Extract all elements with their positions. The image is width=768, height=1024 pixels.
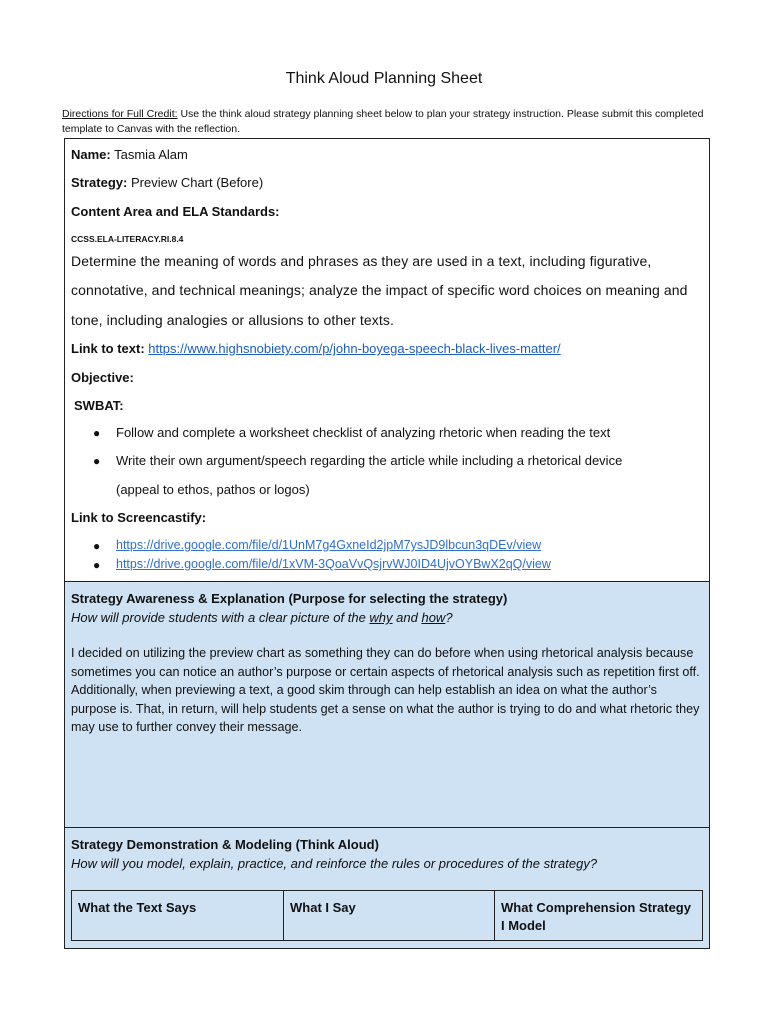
- directions-text: Use the think aloud strategy planning sheet below to plan your strategy instruction. Please submit this completed template to Canvas with the reflection.: [62, 108, 704, 135]
- directions-label: Directions for Full Credit:: [62, 108, 178, 120]
- standard-line: tone, including analogies or allusions to other texts.: [71, 312, 394, 328]
- awareness-subheading-and: and: [392, 610, 422, 625]
- screencastify-link[interactable]: https://drive.google.com/file/d/1xVM-3QoaVvQsjrvWJ0ID4UjvOYBwX2qQ/view: [116, 557, 551, 571]
- bullet-icon: ●: [93, 539, 101, 553]
- objective-item: Write their own argument/speech regarding the article while including a rhetorical device: [116, 453, 623, 468]
- content-area-label: Content Area and ELA Standards:: [71, 204, 280, 219]
- swbat-label: SWBAT:: [74, 398, 124, 413]
- screencastify-line: [71, 510, 206, 525]
- page-title: Think Aloud Planning Sheet: [285, 70, 483, 87]
- strategy-value: Preview Chart (Before): [127, 175, 264, 190]
- strategy-demonstration-section: [65, 828, 709, 948]
- standard-code: CCSS.ELA-LITERACY.RI.8.4: [71, 234, 184, 244]
- name-line: [71, 147, 188, 162]
- objective-label: Objective:: [71, 370, 134, 385]
- swbat-line: [74, 398, 124, 413]
- name-value: Tasmia Alam: [110, 147, 188, 162]
- think-aloud-table: [71, 890, 703, 941]
- screencastify-link-item: [116, 537, 541, 552]
- link-to-text-line: [71, 341, 561, 356]
- content-area-line: [71, 204, 280, 219]
- demonstration-heading: Strategy Demonstration & Modeling (Think Aloud): [71, 837, 379, 852]
- screencastify-label: Link to Screencastify:: [71, 510, 207, 525]
- awareness-subheading-why: why: [369, 610, 393, 625]
- strategy-label: Strategy:: [71, 175, 128, 190]
- awareness-subheading-text: How will provide students with a clear picture of the: [71, 610, 370, 625]
- objective-item-continued: (appeal to ethos, pathos or logos): [116, 482, 310, 497]
- info-section: [65, 139, 709, 582]
- text-link[interactable]: https://www.highsnobiety.com/p/john-boyega-speech-black-lives-matter/: [148, 341, 561, 356]
- awareness-subheading-end: ?: [445, 610, 453, 625]
- screencastify-link[interactable]: https://drive.google.com/file/d/1UnM7g4GxneId2jpM7ysJD9lbcun3qDEv/view: [116, 538, 542, 552]
- planning-sheet: [64, 138, 710, 949]
- table-header-strategy-model: What Comprehension Strategy I Model: [494, 891, 702, 940]
- objective-item: Follow and complete a worksheet checklist of analyzing rhetoric when reading the text: [116, 425, 611, 440]
- name-label: Name:: [71, 147, 111, 162]
- awareness-body: I decided on utilizing the preview chart as something they can do before when using rhetorical analysis because sometimes you can notice an author’s purpose or certain aspects of rhetorical analysis such as repetition first off. Additionally, when previewing a text, a good skim through can help establish an idea on what the author’s purpose is. That, in return, will help students get a sense on what the author is trying to do and what rhetoric they may use to further convey their message.: [71, 646, 700, 734]
- standard-line: Determine the meaning of words and phrases as they are used in a text, including figurative,: [71, 253, 652, 269]
- demonstration-subheading: How will you model, explain, practice, and reinforce the rules or procedures of the strategy?: [71, 856, 598, 871]
- awareness-heading: Strategy Awareness & Explanation (Purpose for selecting the strategy): [71, 591, 508, 606]
- objective-line: [71, 370, 134, 385]
- bullet-icon: ●: [93, 454, 101, 468]
- bullet-icon: ●: [93, 426, 101, 440]
- directions: [62, 107, 712, 137]
- strategy-line: [71, 175, 263, 190]
- table-header-text-says: What the Text Says: [78, 900, 197, 915]
- bullet-icon: ●: [93, 558, 101, 572]
- table-header-what-i-say: What I Say: [283, 891, 494, 940]
- link-to-text-label: Link to text:: [71, 341, 145, 356]
- strategy-awareness-section: [65, 582, 709, 828]
- awareness-subheading-how: how: [421, 610, 446, 625]
- awareness-subheading: [71, 610, 453, 625]
- screencastify-link-item: [116, 556, 551, 571]
- standard-line: connotative, and technical meanings; analyze the impact of specific word choices on meaning and: [71, 282, 688, 298]
